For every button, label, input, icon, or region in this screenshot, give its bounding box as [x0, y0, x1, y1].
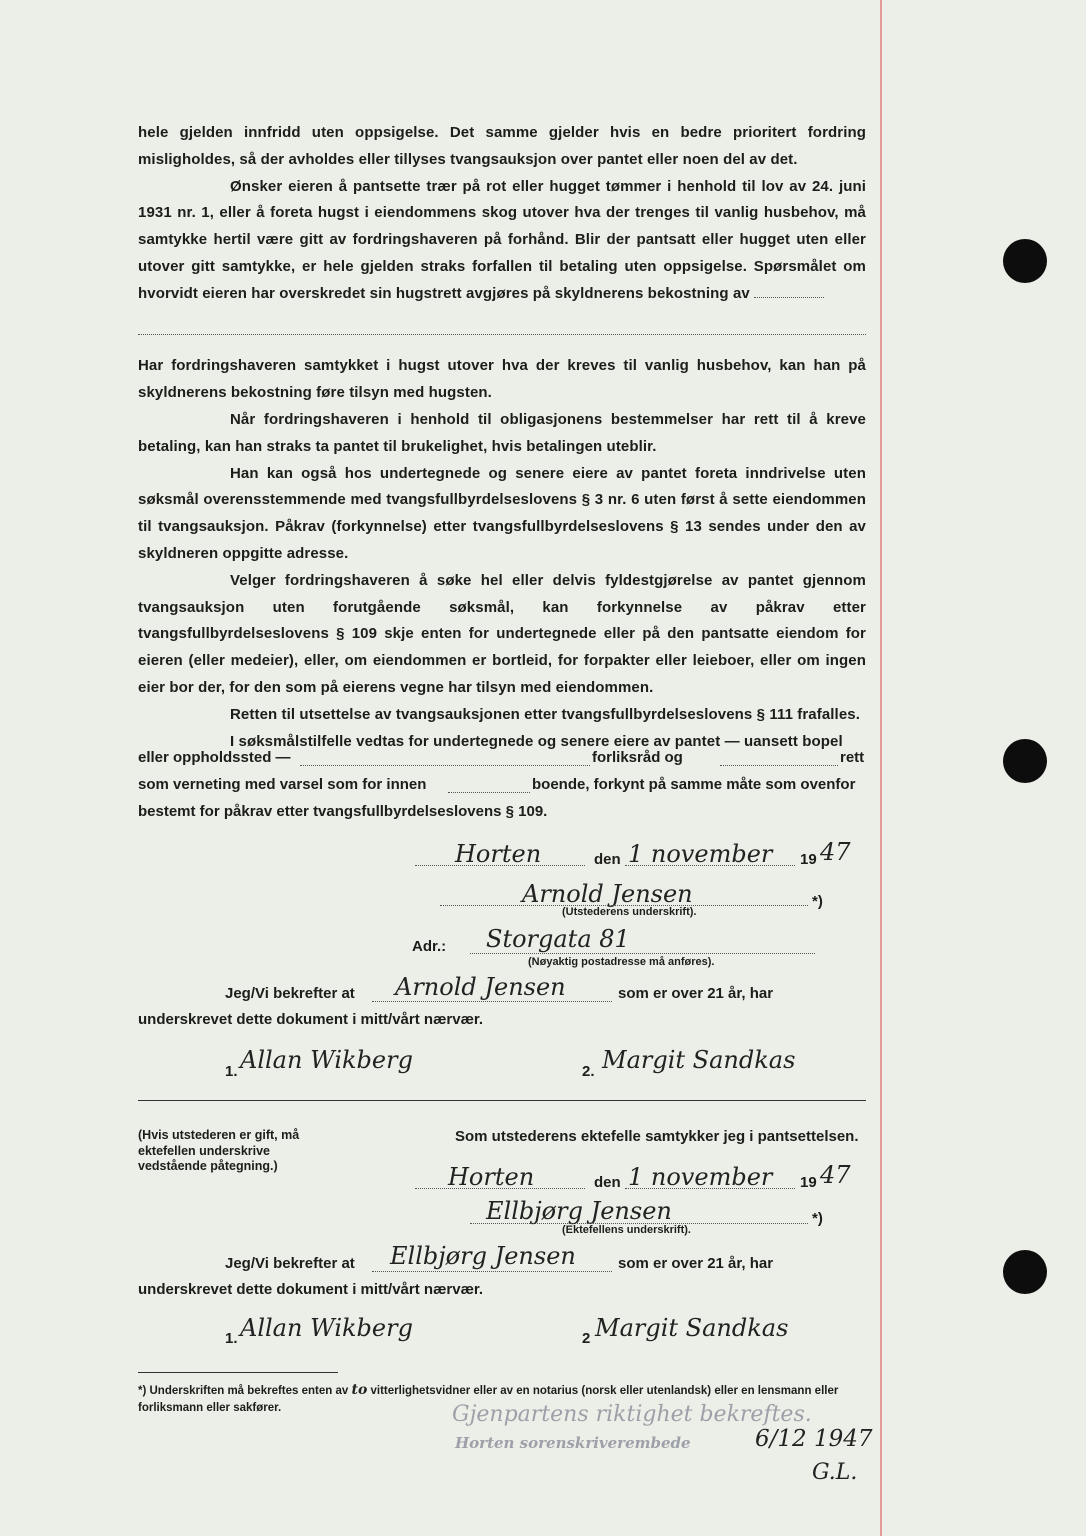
spouse-date-line [625, 1187, 795, 1189]
paragraph-2: Ønsker eieren å pantsette trær på rot eller hugget tømmer i henhold til lov av 24. juni 1931 nr. 1, eller å foreta hugst i eiendommens skog utover hva der trenges til vanlig husbehov, må samtykke hertil være gitt av fordringshaveren på forhånd. Blir der pantsatt eller hugget uten eller utover gitt samtykke, er hele gjelden straks forfallen til betaling uten oppsigelse. Spørsmålet om hvorvidt eieren har overskredet sin hugstrett avgjøres på skyldnerens bekostning av [138, 177, 866, 302]
issuer-sig-caption: (Utstederens underskrift). [562, 906, 697, 918]
paragraph-4: Når fordringshaveren i henhold til obligasjonens bestemmelser har rett til å kreve betaling, kan han straks ta pantet til brukelighet, hvis betalingen uteblir. [138, 410, 866, 455]
spouse-place: Horten [448, 1163, 535, 1191]
venue-part4: som verneting med varsel som for innen [138, 776, 427, 793]
address-caption: (Nøyaktig postadresse må anføres). [528, 956, 715, 968]
issuer-confirm-name: Arnold Jensen [395, 973, 566, 1001]
paragraph-5: Han kan også hos undertegnede og senere eiere av pantet foreta inndrivelse uten søksmål overensstemmende med tvangsfullbyrdelseslovens § 3 nr. 6 uten først å sette eiendommen til tvangsauksjon. Påkrav (forkynnelse) etter tvangsfullbyrdelseslovens § 13 sendes under den av skyldneren oppgitte adresse. [138, 464, 866, 562]
issuer-place: Horten [455, 840, 542, 868]
paragraph-8: I søksmålstilfelle vedtas for undertegnede og senere eiere av pantet — uansett bopel [230, 732, 843, 750]
venue-blank-3 [448, 791, 530, 793]
issuer-confirm-line [372, 1000, 612, 1002]
spouse-confirm-line2: underskrevet dette dokument i mitt/vårt nærvær. [138, 1281, 484, 1298]
issuer-confirm-label: Jeg/Vi bekrefter at [225, 985, 355, 1002]
spouse-witness2-number: 2 [582, 1330, 591, 1347]
address-line [470, 952, 815, 954]
footnote: *) Underskriften må bekreftes enten av to vitterlighetsvidner eller av en notarius (norsk eller utenlandsk) eller en lensmann eller forliksmann eller sakfører. [138, 1382, 839, 1414]
footnote-witness-count: to [351, 1382, 368, 1398]
issuer-year-prefix: 19 [800, 851, 817, 868]
spouse-confirm-line [372, 1270, 612, 1272]
issuer-witness1: Allan Wikberg [240, 1046, 413, 1074]
certification-date: 6/12 1947 [755, 1426, 873, 1452]
spouse-sig-mark: *) [812, 1210, 823, 1227]
certification-stamp-line2: Horten sorenskriverembede [455, 1434, 691, 1452]
spouse-consent: Som utstederens ektefelle samtykker jeg i pantsettelsen. [455, 1128, 859, 1145]
section-divider [138, 1100, 866, 1101]
issuer-year: 47 [820, 838, 851, 866]
red-margin-rule [880, 0, 882, 1536]
venue-part6: bestemt for påkrav etter tvangsfullbyrdelseslovens § 109. [138, 803, 548, 820]
punch-hole-top [1003, 239, 1047, 283]
spouse-confirm-name: Ellbjørg Jensen [390, 1242, 576, 1270]
venue-blank-2 [720, 764, 838, 766]
spouse-den-label: den [594, 1174, 621, 1191]
spouse-sig-caption: (Ektefellens underskrift). [562, 1224, 691, 1236]
spouse-note: (Hvis utstederen er gift, må ektefellen underskrive vedstående påtegning.) [138, 1128, 300, 1173]
venue-part5: boende, forkynt på samme måte som ovenfor [532, 776, 856, 793]
spouse-confirm-label: Jeg/Vi bekrefter at [225, 1255, 355, 1272]
spouse-witness2: Margit Sandkas [595, 1314, 789, 1342]
certification-stamp-line1: Gjenpartens riktighet bekreftes. [452, 1402, 812, 1427]
issuer-den-label: den [594, 851, 621, 868]
issuer-date-line [625, 864, 795, 866]
certification-initials: G.L. [812, 1460, 858, 1485]
document-body [138, 120, 866, 755]
issuer-place-line [415, 864, 585, 866]
issuer-date: 1 november [628, 840, 773, 868]
spouse-witness1-number: 1. [225, 1330, 238, 1347]
spouse-place-line [415, 1187, 585, 1189]
paragraph-6: Velger fordringshaveren å søke hel eller delvis fyldestgjørelse av pantet gjennom tvangsauksjon uten forutgående søksmål, kan forkynnelse av påkrav etter tvangsfullbyrdelseslovens § 109 skje enten for undertegnede eller på den pantsatte eiendom for eieren (eller medeier), eller, om eiendommen er bortleid, for forpakter eller leieboer, eller om ingen eier bor der, for den som på eierens vegne har tilsyn med eiendommen. [138, 571, 866, 696]
footnote-rule [138, 1372, 338, 1373]
issuer-sig-mark: *) [812, 893, 823, 910]
spouse-year-prefix: 19 [800, 1174, 817, 1191]
paragraph-1: hele gjelden innfridd uten oppsigelse. Det samme gjelder hvis en bedre prioritert fordring misligholdes, så der avholdes eller tillyses tvangsauksjon over pantet eller noen del av det. [138, 124, 866, 168]
venue-part1: eller oppholdssted — [138, 749, 291, 766]
issuer-witness2-number: 2. [582, 1063, 595, 1080]
address-label: Adr.: [412, 938, 447, 955]
spouse-witness1: Allan Wikberg [240, 1314, 413, 1342]
spouse-confirm-tail: som er over 21 år, har [618, 1255, 774, 1272]
paragraph-3: Har fordringshaveren samtykket i hugst utover hva der kreves til vanlig husbehov, kan han på skyldnerens bekostning føre tilsyn med hugsten. [138, 357, 866, 402]
issuer-signature: Arnold Jensen [522, 880, 693, 908]
punch-hole-middle [1003, 739, 1047, 783]
issuer-witness1-number: 1. [225, 1063, 238, 1080]
venue-part2: forliksråd og [592, 749, 683, 766]
punch-hole-bottom [1003, 1250, 1047, 1294]
venue-part3: rett [840, 749, 865, 766]
issuer-confirm-line2: underskrevet dette dokument i mitt/vårt nærvær. [138, 1011, 484, 1028]
venue-blank-1 [300, 764, 590, 766]
blank-fill-line [138, 308, 866, 336]
paragraph-7: Retten til utsettelse av tvangsauksjonen etter tvangsfullbyrdelseslovens § 111 frafalles. [230, 705, 860, 723]
spouse-date: 1 november [628, 1163, 773, 1191]
address-value: Storgata 81 [486, 925, 630, 953]
spouse-year: 47 [820, 1161, 851, 1189]
issuer-witness2: Margit Sandkas [602, 1046, 796, 1074]
issuer-confirm-tail: som er over 21 år, har [618, 985, 774, 1002]
spouse-signature: Ellbjørg Jensen [486, 1197, 672, 1225]
